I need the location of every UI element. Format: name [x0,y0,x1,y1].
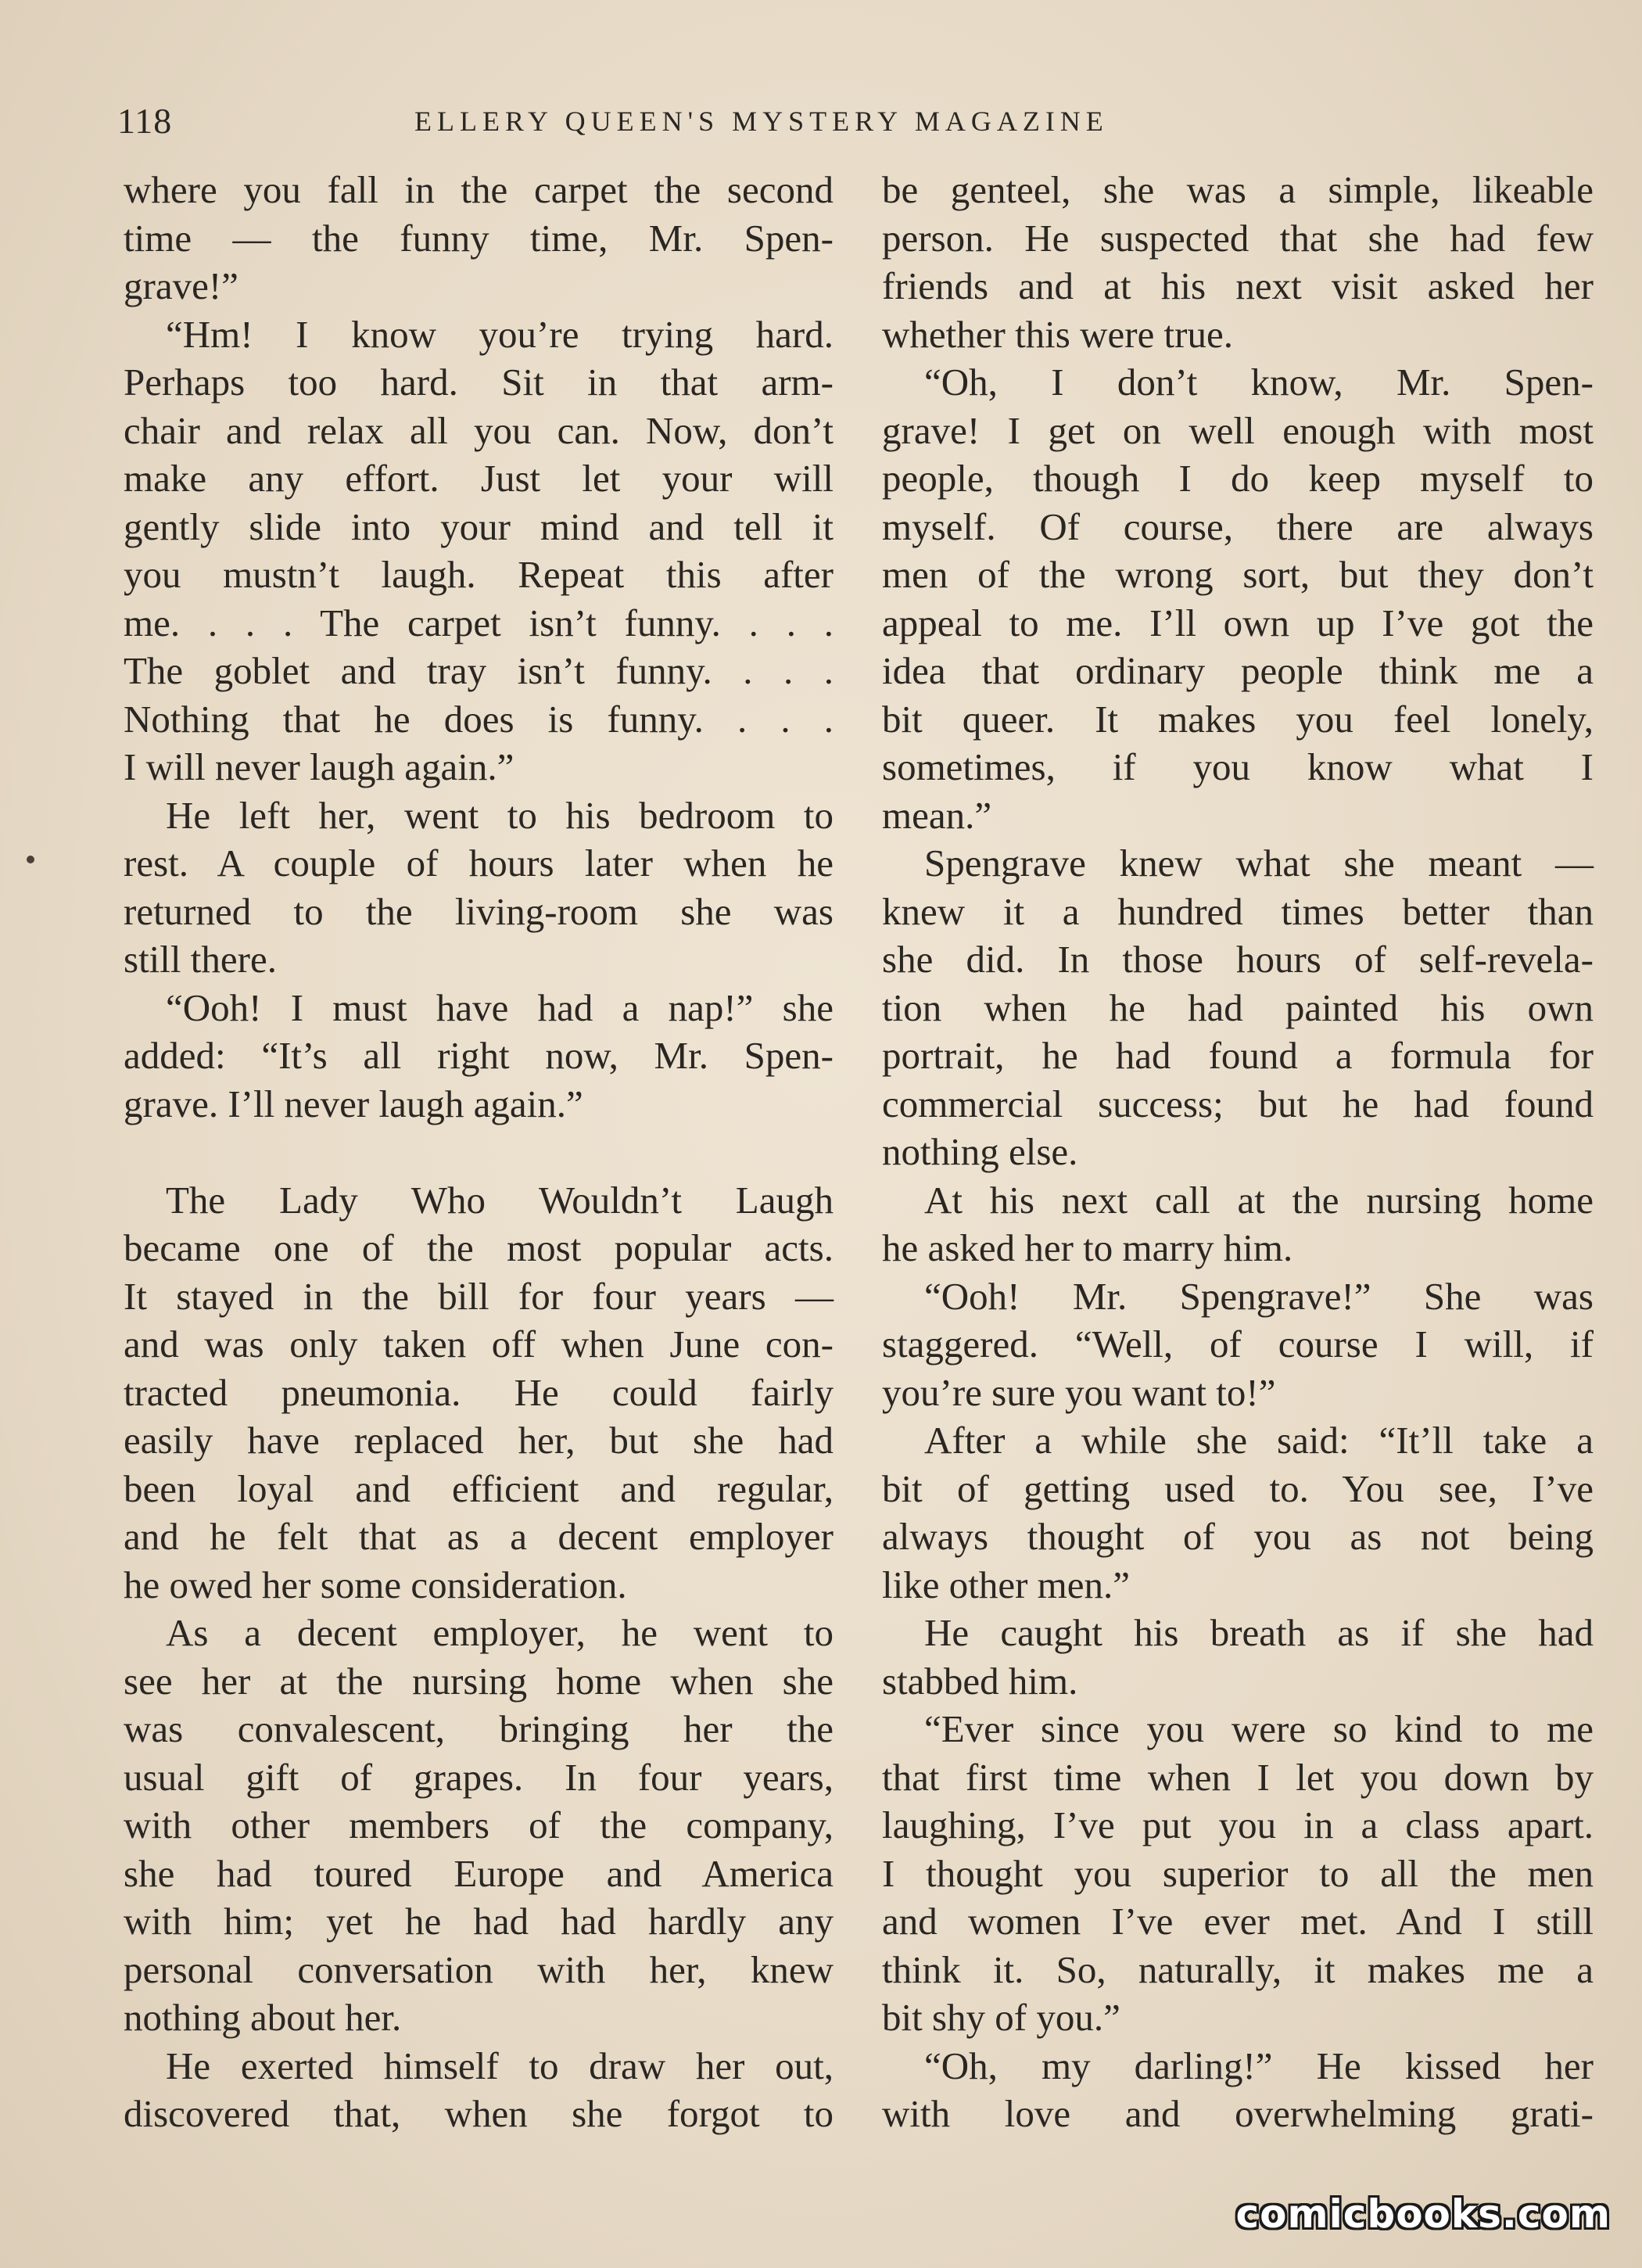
text-line: commercial success; but he had found [882,1082,1594,1125]
text-line: grave!” [124,264,238,307]
text-line: Nothing that he does is funny. . . . [124,697,834,741]
text-line: It stayed in the bill for four years — [124,1274,834,1318]
text-line: like other men.” [882,1563,1131,1606]
text-line: with love and overwhelming grati- [882,2092,1594,2135]
text-line: grave! I get on well enough with most [882,408,1594,452]
text-line: be genteel, she was a simple, likeable [882,168,1594,211]
text-line: The goblet and tray isn’t funny. . . . [124,649,834,692]
text-line: nothing about her. [124,1996,402,2039]
right-text-column [882,166,1594,2138]
text-line: you mustn’t laugh. Repeat this after [124,553,834,596]
text-line: I thought you superior to all the men [882,1851,1594,1895]
text-line: bit of getting used to. You see, I’ve [882,1466,1594,1510]
text-line: I will never laugh again.” [124,745,514,788]
left-text-column [124,166,834,2138]
text-line: and was only taken off when June con- [124,1322,834,1365]
text-line: always thought of you as not being [882,1515,1594,1558]
text-line: tracted pneumonia. He could fairly [124,1370,834,1414]
text-line: discovered that, when she forgot to [124,2092,834,2135]
text-line: whether this were true. [882,312,1233,356]
text-line: idea that ordinary people think me a [882,649,1594,692]
text-line: “Oh, I don’t know, Mr. Spen- [924,361,1594,404]
text-line: and women I’ve ever met. And I still [882,1900,1594,1943]
text-line: with other members of the company, [124,1803,834,1846]
text-line: was convalescent, bringing her the [124,1707,834,1750]
text-line: portrait, he had found a formula for [882,1034,1594,1077]
text-line: he asked her to marry him. [882,1226,1293,1269]
text-line: men of the wrong sort, but they don’t [882,553,1594,596]
site-watermark: comicbooks.com [1235,2191,1611,2237]
text-line: with him; yet he had had hardly any [124,1900,834,1943]
text-line: bit shy of you.” [882,1996,1120,2039]
text-line: appeal to me. I’ll own up I’ve got the [882,601,1594,644]
text-line: gently slide into your mind and tell it [124,504,834,548]
text-line: staggered. “Well, of course I will, if [882,1322,1594,1365]
text-line: added: “It’s all right now, Mr. Spen- [124,1034,834,1077]
text-line: tion when he had painted his own [882,985,1594,1029]
text-line: you’re sure you want to!” [882,1370,1276,1414]
text-line: me. . . . The carpet isn’t funny. . . . [124,601,834,644]
text-line: that first time when I let you down by [882,1755,1594,1799]
text-line: usual gift of grapes. In four years, [124,1755,834,1799]
text-line: returned to the living-room she was [124,889,834,933]
text-line: “Ooh! I must have had a nap!” she [166,985,834,1029]
text-line: he owed her some consideration. [124,1563,627,1606]
text-line: “Hm! I know you’re trying hard. [166,312,834,356]
text-line: mean.” [882,793,992,837]
text-line: make any effort. Just let your will [124,457,834,500]
text-line: people, though I do keep myself to [882,457,1594,500]
text-line: where you fall in the carpet the second [124,168,834,211]
text-line: Spengrave knew what she meant — [924,842,1594,885]
text-line: After a while she said: “It’ll take a [924,1419,1594,1462]
text-line: As a decent employer, he went to [166,1611,834,1654]
magazine-title: ELLERY QUEEN'S MYSTERY MAGAZINE [414,106,1109,137]
text-line: At his next call at the nursing home [924,1178,1594,1222]
text-line: stabbed him. [882,1659,1078,1703]
text-line: He caught his breath as if she had [924,1611,1594,1654]
text-line: nothing else. [882,1130,1078,1173]
text-line: “Ooh! Mr. Spengrave!” She was [924,1274,1594,1318]
text-line: myself. Of course, there are always [882,504,1594,548]
text-line: easily have replaced her, but she had [124,1419,834,1462]
page-number: 118 [117,101,173,141]
text-line: think it. So, naturally, it makes me a [882,1947,1594,1991]
running-head [117,100,1579,147]
text-line: became one of the most popular acts. [124,1226,834,1269]
print-speck [27,856,34,863]
text-line: person. He suspected that she had few [882,216,1594,260]
text-line: she did. In those hours of self-revela- [882,938,1594,981]
text-line: grave. I’ll never laugh again.” [124,1082,583,1125]
text-line: “Ever since you were so kind to me [924,1707,1594,1750]
text-line: bit queer. It makes you feel lonely, [882,697,1594,741]
text-line: time — the funny time, Mr. Spen- [124,216,834,260]
text-line: laughing, I’ve put you in a class apart. [882,1803,1594,1846]
text-line: sometimes, if you know what I [882,745,1594,788]
text-line: friends and at his next visit asked her [882,264,1594,307]
text-line: “Oh, my darling!” He kissed her [924,2044,1594,2087]
text-line: still there. [124,938,277,981]
section-break [124,1128,834,1176]
text-line: been loyal and efficient and regular, [124,1466,834,1510]
text-line: Perhaps too hard. Sit in that arm- [124,361,834,404]
text-line: and he felt that as a decent employer [124,1515,834,1558]
text-line: He exerted himself to draw her out, [166,2044,834,2087]
text-line: she had toured Europe and America [124,1851,834,1895]
text-line: knew it a hundred times better than [882,889,1594,933]
text-line: personal conversation with her, knew [124,1947,834,1991]
text-line: see her at the nursing home when she [124,1659,834,1703]
text-line: rest. A couple of hours later when he [124,842,834,885]
text-line: The Lady Who Wouldn’t Laugh [166,1178,834,1222]
text-line: He left her, went to his bedroom to [166,793,834,837]
text-line: chair and relax all you can. Now, don’t [124,408,834,452]
